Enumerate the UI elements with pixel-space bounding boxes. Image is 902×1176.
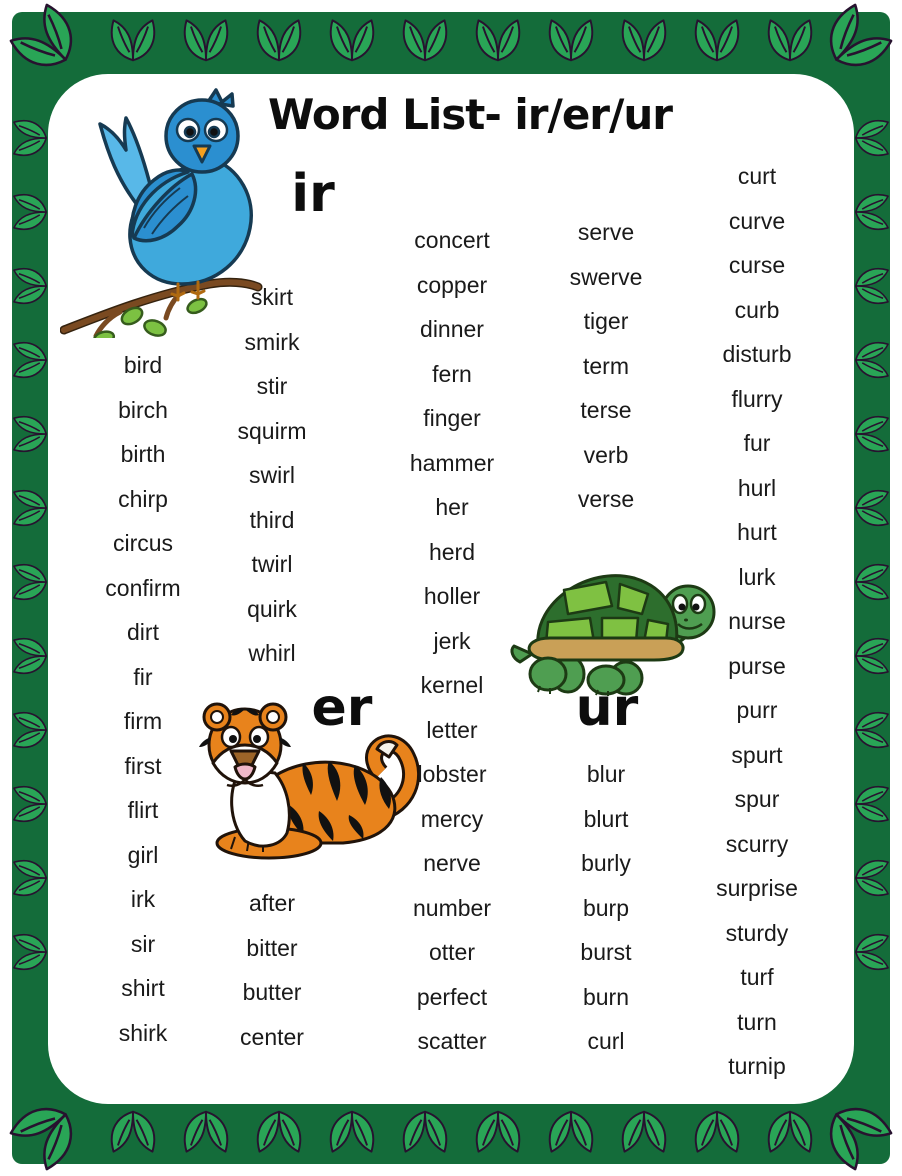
word: skirt — [250, 284, 294, 310]
word: bitter — [246, 934, 298, 961]
word: turn — [737, 1008, 777, 1035]
word: turnip — [728, 1053, 786, 1079]
word: third — [249, 506, 295, 533]
word: copper — [416, 271, 488, 298]
leaf-icon — [808, 1086, 902, 1176]
word: stir — [256, 373, 288, 399]
word: burst — [580, 939, 632, 965]
word: burly — [581, 850, 631, 876]
word: kernel — [420, 672, 484, 698]
word: center — [240, 1023, 304, 1050]
word: scatter — [417, 1028, 487, 1054]
word: squirm — [237, 417, 307, 444]
word: spurt — [731, 741, 783, 768]
word: curl — [587, 1028, 625, 1054]
word: dinner — [420, 316, 484, 342]
leaf-icon — [853, 707, 893, 753]
leaf-icon — [9, 633, 49, 679]
word: swirl — [249, 462, 295, 488]
leaf-icon — [177, 16, 235, 62]
word: smirk — [244, 328, 300, 355]
leaf-icon — [9, 115, 49, 161]
er-word-column-2 — [385, 218, 519, 1064]
leaf-icon — [9, 189, 49, 235]
word: sturdy — [725, 919, 789, 946]
leaf-icon — [853, 781, 893, 827]
ir-word-column-1 — [78, 343, 208, 1055]
leaf-icon — [396, 1110, 454, 1156]
word: butter — [242, 979, 302, 1005]
ur-word-column-2 — [687, 154, 827, 1089]
leaf-icon — [9, 411, 49, 457]
leaf-icon — [9, 559, 49, 605]
page-title: Word List- ir/er/ur — [268, 90, 672, 139]
leaf-icon — [853, 485, 893, 531]
word: scurry — [725, 830, 789, 857]
word: jerk — [433, 627, 471, 654]
word: hurl — [737, 474, 777, 501]
word: girl — [127, 841, 159, 868]
word: tiger — [583, 308, 629, 334]
leaf-icon — [853, 411, 893, 457]
leaf-icon — [9, 263, 49, 309]
leaf-icon — [853, 115, 893, 161]
leaf-icon — [853, 263, 893, 309]
word: hurt — [737, 519, 777, 545]
leaf-icon — [9, 707, 49, 753]
word: dirt — [127, 619, 159, 645]
word: nurse — [728, 608, 786, 634]
word: fur — [743, 430, 771, 456]
leaf-icon — [469, 1110, 527, 1156]
word: sir — [130, 930, 156, 957]
word: letter — [426, 716, 478, 743]
word: curve — [728, 207, 786, 234]
word: her — [435, 494, 469, 520]
leaf-icon — [9, 929, 49, 975]
word: flirt — [127, 797, 159, 823]
leaf-icon — [542, 1110, 600, 1156]
word: lurk — [738, 563, 776, 590]
word: flurry — [731, 385, 783, 412]
leaf-icon — [853, 633, 893, 679]
word: verb — [583, 441, 629, 468]
leaf-icon — [615, 1110, 673, 1156]
leaf-icon — [853, 559, 893, 605]
word: after — [248, 890, 296, 916]
word: birth — [120, 441, 166, 467]
section-header-er: er — [311, 678, 373, 738]
leaf-icon — [396, 16, 454, 62]
leaf-icon — [9, 855, 49, 901]
word: shirt — [121, 975, 165, 1001]
word: burp — [582, 894, 630, 921]
leaf-icon — [761, 16, 819, 62]
word: irk — [130, 886, 156, 912]
word: finger — [423, 405, 481, 431]
leaf-icon — [615, 16, 673, 62]
word: birch — [118, 396, 168, 423]
leaf-icon — [853, 855, 893, 901]
leaf-icon — [104, 1110, 162, 1156]
leaf-icon — [853, 929, 893, 975]
leaf-icon — [688, 1110, 746, 1156]
word: fir — [133, 663, 153, 690]
word: shirk — [118, 1019, 168, 1046]
leaf-icon — [9, 485, 49, 531]
leaf-icon — [250, 16, 308, 62]
word: chirp — [118, 485, 168, 512]
word: nerve — [423, 850, 481, 876]
word: swerve — [569, 263, 643, 290]
word: confirm — [105, 574, 181, 601]
word: purr — [736, 697, 778, 723]
word: mercy — [420, 805, 484, 832]
word: term — [583, 352, 629, 379]
word: curb — [734, 296, 780, 323]
word: verse — [577, 486, 635, 512]
word: hammer — [409, 449, 495, 476]
leaf-icon — [808, 0, 902, 88]
word: twirl — [251, 551, 293, 577]
word: holler — [423, 583, 481, 609]
section-header-ur: ur — [575, 678, 639, 738]
leaf-icon — [853, 337, 893, 383]
word: bird — [123, 352, 163, 378]
word: lobster — [417, 761, 487, 787]
leaf-icon — [542, 16, 600, 62]
leaf-icon — [177, 1110, 235, 1156]
leaf-icon — [688, 16, 746, 62]
word: firm — [123, 708, 163, 734]
word: whirl — [248, 640, 296, 666]
leaf-icon — [0, 0, 94, 88]
leaf-icon — [0, 1086, 94, 1176]
word: burn — [582, 983, 630, 1010]
leaf-icon — [323, 16, 381, 62]
word: surprise — [716, 875, 798, 901]
word: perfect — [416, 983, 488, 1010]
leaf-icon — [761, 1110, 819, 1156]
word: disturb — [722, 341, 792, 367]
section-header-ir: ir — [291, 164, 335, 224]
ir-word-column-2 — [205, 275, 339, 676]
word: first — [124, 752, 162, 779]
word: serve — [577, 219, 635, 245]
word: herd — [428, 538, 476, 565]
leaf-icon — [250, 1110, 308, 1156]
leaf-icon — [469, 16, 527, 62]
er-word-column-3 — [539, 210, 673, 522]
er-word-column-1 — [205, 881, 339, 1059]
word: terse — [580, 397, 632, 423]
leaf-icon — [9, 337, 49, 383]
turtle-image — [502, 550, 717, 698]
word: purse — [728, 652, 786, 679]
leaf-icon — [323, 1110, 381, 1156]
word: curt — [737, 163, 777, 189]
word: blurt — [583, 805, 629, 832]
word: otter — [428, 939, 476, 965]
word: circus — [112, 530, 174, 556]
word: concert — [414, 227, 490, 253]
word: curse — [728, 252, 786, 278]
word: blur — [586, 761, 626, 787]
word: fern — [432, 360, 472, 387]
word: number — [413, 894, 491, 921]
leaf-icon — [853, 189, 893, 235]
leaf-icon — [9, 781, 49, 827]
ur-word-column-1 — [539, 752, 673, 1064]
leaf-icon — [104, 16, 162, 62]
word: spur — [734, 786, 780, 812]
word: turf — [740, 964, 774, 990]
word: quirk — [247, 595, 297, 622]
